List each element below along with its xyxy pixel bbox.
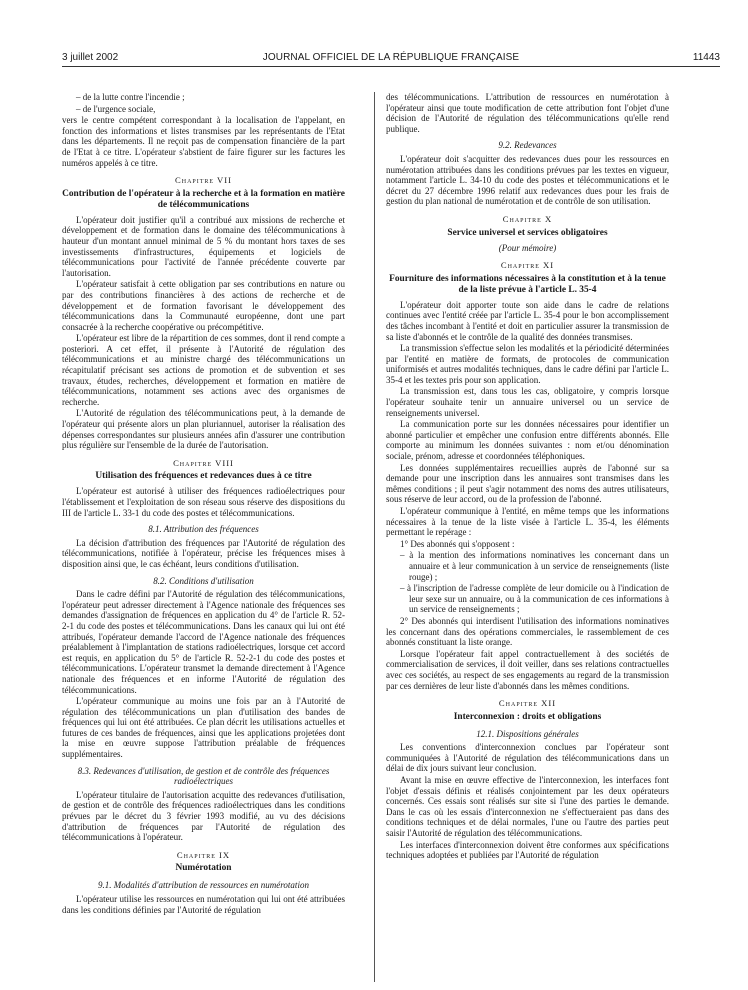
paragraph: L'opérateur satisfait à cette obligation par ses contributions en nature ou par des contributions financières à des actions de recherche et de développement et de formation favorisant le développement des télécommunications dans la Communauté européenne, dont une part consacrée à la recherche coopérative ou précompétitive.: [62, 279, 345, 332]
paragraph: 1° Des abonnés qui s'opposent :: [400, 538, 515, 549]
chapter-title: Interconnexion : droits et obligations: [453, 711, 602, 722]
paragraph: L'opérateur doit apporter toute son aide dans le cadre de relations continues avec l'entité créée par l'article L. 35-4 pour le bon accomplissement des tâches incombant à l'entité et doit en particulier assurer la transmission de sa liste d'abonnés et le contrôle de la qualité des données transmises.: [386, 299, 669, 342]
section-heading: 8.1. Attribution des fréquences: [148, 524, 259, 535]
chapter-title: Numérotation: [175, 863, 232, 874]
chapter-label: Chapitre X: [502, 213, 553, 224]
page-header: [62, 50, 720, 66]
paragraph: L'opérateur communique à l'entité, en même temps que les informations nécessaires à la tenue de la liste visée à l'article L. 35-4, les éléments permettant le repérage :: [386, 506, 669, 538]
paragraph: L'Autorité de régulation des télécommunications peut, à la demande de l'opérateur qui présente alors un plan pluriannuel, autoriser la réalisation des dépenses correspondantes sur plusieurs années afin d'assurer une contribution plus régulière sur l'ensemble de la durée de l'autorisation.: [62, 408, 345, 451]
paragraph: L'opérateur doit s'acquitter des redevances dues pour les ressources en numérotation attribuées dans les conditions prévues par les textes en vigueur, notamment l'article L. 34-10 du code des postes et télécommunications et le décret du 27 décembre 1996 relatif aux redevances dues pour les frais de gestion du plan national de numérotation et de contrôle de son utilisation.: [386, 153, 669, 207]
paragraph: L'opérateur utilise les ressources en numérotation qui lui ont été attribuées dans les conditions définies par l'Autorité de régulation: [62, 894, 345, 915]
column-divider: [374, 92, 375, 982]
paragraph: Lorsque l'opérateur fait appel contractuellement à des sociétés de commercialisation de services, il doit veiller, dans ses relations contractuelles avec ces sociétés, au respect de ses engagements au regard de la transmission par ces dernières de leur liste d'abonnés dans les mêmes conditions.: [386, 648, 669, 691]
paragraph: L'opérateur est autorisé à utiliser des fréquences radioélectriques pour l'établissement et l'exploitation de son réseau sous réserve des dispositions du III de l'article L. 33-1 du code des postes et télécommunications.: [62, 486, 345, 518]
chapter-title: Service universel et services obligatoires: [447, 227, 608, 238]
paragraph: des télécommunications. L'attribution de ressources en numérotation à l'opérateur ainsi que toute modification de cette attribution font l'objet d'une décision de l'Autorité de régulation des télécommunications qu'elle rend publique.: [386, 92, 669, 134]
left-column: [62, 92, 345, 916]
section-heading: 12.1. Dispositions générales: [476, 728, 579, 739]
chapter-label: Chapitre VII: [175, 175, 232, 186]
paragraph: Les interfaces d'interconnexion doivent être conformes aux spécifications techniques adoptées et publiées par l'Autorité de régulation: [386, 839, 669, 861]
paragraph: – à l'inscription de l'adresse complète de leur domicile ou à l'indication de leur sexe sur un annuaire, ou à la communication de ces informations à un service de renseignements ;: [400, 583, 669, 615]
page-number: 11443: [692, 52, 720, 63]
paragraph: Les conventions d'interconnexion conclues par l'opérateur sont communiquées à l'Autorité de régulation des télécommunications dans un délai de dix jours suivant leur conclusion.: [386, 742, 669, 774]
paragraph: – de la lutte contre l'incendie ;: [76, 92, 185, 102]
paragraph: 2° Des abonnés qui interdisent l'utilisation des informations nominatives les concernant dans des opérations commerciales, le rassemblement de ces abonnés constituant la liste orange.: [386, 615, 669, 648]
paragraph: La transmission s'effectue selon les modalités et la périodicité déterminées par l'entité en matière de formats, de protocoles de communication uniformisés et autres modalités techniques, dans le cadre défini par l'article L. 35-4 et les textes pris pour son application.: [386, 343, 669, 385]
chapter-label: Chapitre IX: [176, 849, 231, 860]
paragraph: L'opérateur doit justifier qu'il a contribué aux missions de recherche et développement et de formation dans le domaine des télécommunications à hauteur d'un montant annuel minimal de 5 % du montant hors taxes de ses investissements d'infrastructures, équipements et logiciels de télécommunications pour l'activité de l'année précédente couverte par l'autorisation.: [62, 214, 345, 278]
paragraph: L'opérateur communique au moins une fois par an à l'Autorité de régulation des télécommunications un plan d'utilisation des bandes de fréquences qui lui ont été attribuées. Ce plan décrit les utilisations actuelles et futures de ces bandes de fréquences, ainsi que les applications projetées dont la mise en œuvre suppose l'attribution préalable de fréquences supplémentaires.: [62, 696, 345, 760]
paragraph: Les données supplémentaires recueillies auprès de l'abonné sur sa demande pour une inscription dans les annuaires sont transmises dans les mêmes conditions ; il peut s'agir notamment des noms des autres utilisateurs, sous réserve de leur accord, ou de la profession de l'abonné.: [386, 462, 669, 505]
section-heading: 8.3. Redevances d'utilisation, de gestion et de contrôle des fréquences radioélectriques: [77, 765, 330, 787]
paragraph: vers le centre compétent correspondant à la localisation de l'appelant, en fonction des informations et listes transmises par les représentants de l'Etat dans les départements. Il ne reçoit pas de compensation financière de la part de l'Etat à ce titre. L'opérateur s'abstient de faire figurer sur les factures les numéros appelés à ce titre.: [62, 115, 345, 168]
paragraph: La communication porte sur les données nécessaires pour identifier un abonné particulier et empêcher une confusion entre différents abonnés. Elle comporte au minimum les données suivantes : nom et/ou dénomination sociale, prénom, adresse et coordonnées téléphoniques.: [386, 419, 669, 462]
paragraph: La décision d'attribution des fréquences par l'Autorité de régulation des télécommunications, notifiée à l'opérateur, précise les fréquences mises à disposition ainsi que, le cas échéant, leurs conditions d'utilisation.: [62, 537, 345, 569]
header-rule: [62, 66, 720, 67]
paragraph: La transmission est, dans tous les cas, obligatoire, y compris lorsque l'opérateur souhaite tenir un annuaire universel ou un service de renseignements universel.: [386, 386, 669, 418]
section-heading: 9.1. Modalités d'attribution de ressources en numérotation: [98, 880, 309, 891]
paragraph: L'opérateur titulaire de l'autorisation acquitte des redevances d'utilisation, de gestion et de contrôle des fréquences radioélectriques dans les conditions prévues par le décret du 3 février 1993 modifié, au vu des décisions d'attribution de fréquences par l'Autorité de régulation des télécommunications à l'opérateur.: [62, 789, 345, 843]
paragraph: – à la mention des informations nominatives les concernant dans un annuaire et à leur communication à un service de renseignements (liste rouge) ;: [400, 550, 669, 582]
journal-title: JOURNAL OFFICIEL DE LA RÉPUBLIQUE FRANÇAISE: [262, 52, 520, 63]
chapter-label: Chapitre VIII: [173, 457, 234, 468]
header-date: 3 juillet 2002: [62, 52, 119, 63]
chapter-label: Chapitre XII: [498, 698, 557, 709]
chapter-title: Contribution de l'opérateur à la recherche et à la formation en matière de télécommunications: [62, 188, 345, 210]
right-column: [386, 92, 669, 862]
chapter-title: Fourniture des informations nécessaires à la constitution et à la tenue de la liste prévue à l'article L. 35-4: [389, 273, 666, 295]
section-heading: 9.2. Redevances: [498, 140, 557, 151]
chapter-title: Utilisation des fréquences et redevances dues à ce titre: [95, 471, 312, 482]
paragraph: Avant la mise en œuvre effective de l'interconnexion, les interfaces font l'objet d'essais définis et réalisés conjointement par les deux opérateurs concernés. Ces essais sont réalisés sur site si l'une des parties le demande. Dans le cas où les essais d'interconnexion ne s'effectueraient pas dans des conditions techniques et de délai normales, l'une ou l'autre des parties peut saisir l'Autorité de régulation des télécommunications.: [386, 775, 669, 839]
chapter-subtitle: (Pour mémoire): [498, 242, 557, 253]
paragraph: Dans le cadre défini par l'Autorité de régulation des télécommunications, l'opérateur peut adresser directement à l'Agence nationale des fréquences ses demandes d'assignation de fréquences en application du 4° de l'article R. 52-2-1 du code des postes et télécommunications. Dans les canaux qui lui ont été attribués, l'opérateur demande l'accord de l'Agence nationale des fréquences préalablement à l'implantation de stations radioélectriques, lorsque cet accord est requis, en application du 5° de l'article R. 52-2-1 du code des postes et télécommunications. L'opérateur transmet la demande directement à l'Agence nationale des fréquences et en informe l'Autorité de régulation des télécommunications.: [62, 589, 345, 695]
paragraph: – de l'urgence sociale,: [76, 103, 156, 114]
paragraph: L'opérateur est libre de la répartition de ces sommes, dont il rend compte a posteriori. A cet effet, il présente à l'Autorité de régulation des télécommunications et au ministre chargé des télécommunications un récapitulatif précisant ses actions de promotion et de subvention et ses travaux, études, recherches, développement et formation en matière de télécommunications, notamment ses actions avec des organismes de recherche.: [62, 333, 345, 407]
chapter-label: Chapitre XI: [500, 260, 555, 271]
section-heading: 8.2. Conditions d'utilisation: [153, 575, 254, 586]
